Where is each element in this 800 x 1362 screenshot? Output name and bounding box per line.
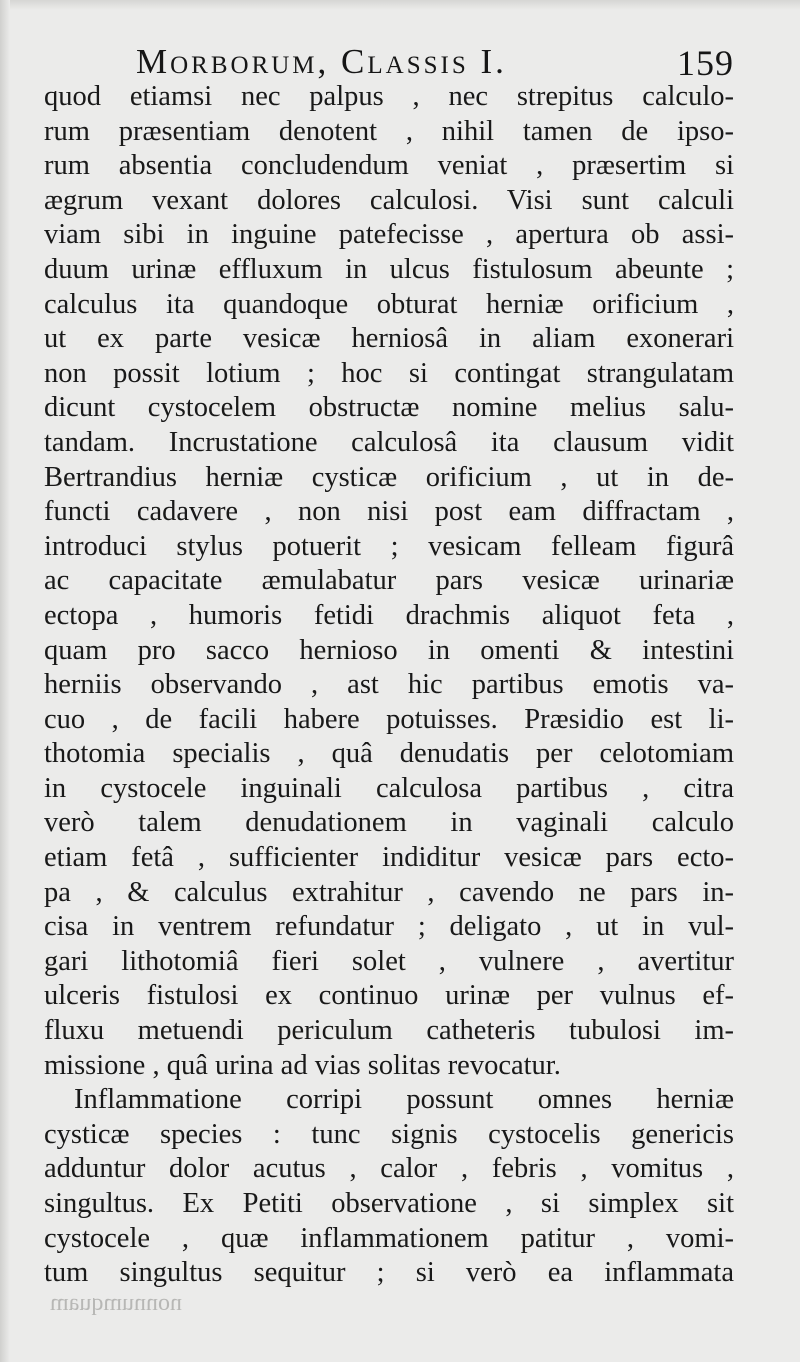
text-line: ægrum vexant dolores calculosi. Visi sunt calculi [44,184,734,216]
text-line: in cystocele inguinali calculosa partibus , citra [44,772,734,804]
text-line: introduci stylus potuerit ; vesicam felleam figurâ [44,530,734,562]
text-line: gari lithotomiâ fieri solet , vulnere , avertitur [44,945,734,977]
text-line: fluxu metuendi periculum catheteris tubulosi im- [44,1015,734,1047]
text-line: cisa in ventrem refundatur ; deligato , ut in vul- [44,911,734,943]
text-line: ectopa , humoris fetidi drachmis aliquot feta , [44,599,734,631]
text-line: singultus. Ex Petiti observatione , si simplex sit [44,1188,734,1219]
text-line: duum urinæ effluxum in ulcus fistulosum abeunte ; [44,253,734,285]
text-line: quod etiamsi nec palpus , nec strepitus calculo- [44,81,734,112]
text-line: cysticæ species : tunc signis cystocelis genericis [44,1118,734,1150]
text-line: tandam. Incrustatione calculosâ ita clausum vidit [44,426,734,458]
text-line: adduntur dolor acutus , calor , febris , vomitus , [44,1153,734,1185]
text-line: ulceris fistulosi ex continuo urinæ per vulnus ef- [44,980,734,1012]
page-left-shadow [0,0,10,1362]
bleed-through-text: nonnumquam [50,1290,182,1316]
text-line: cystocele , quæ inflammationem patitur , vomi- [44,1222,734,1254]
text-line: thotomia specialis , quâ denudatis per celotomiam [44,738,734,770]
text-line: calculus ita quandoque obturat herniæ orificium , [44,288,734,320]
text-line: Inflammatione corripi possunt omnes herniæ [74,1084,734,1116]
page-top-shadow [0,0,800,10]
text-line: etiam fetâ , sufficienter indiditur vesicæ pars ecto- [44,842,734,874]
text-line: functi cadavere , non nisi post eam diffractam , [44,496,734,528]
text-line: ut ex parte vesicæ herniosâ in aliam exonerari [44,323,734,355]
text-line: missione , quâ urina ad vias solitas revocatur. [44,1049,561,1081]
page-number: 159 [677,43,734,83]
text-line: Bertrandius herniæ cysticæ orificium , ut in de- [44,461,734,493]
text-line: quam pro sacco hernioso in omenti & intestini [44,634,734,666]
text-line: rum præsentiam denotent , nihil tamen de ipso- [44,115,734,147]
text-line: dicunt cystocelem obstructæ nomine melius salu- [44,392,734,424]
text-line: non possit lotium ; hoc si contingat strangulatam [44,357,734,389]
text-body [44,80,734,1291]
text-line: tum singultus sequitur ; si verò ea inflammata [44,1257,734,1289]
text-line: verò talem denudationem in vaginali calculo [44,807,734,839]
text-line: herniis observando , ast hic partibus emotis va- [44,669,734,701]
text-line: ac capacitate æmulabatur pars vesicæ urinariæ [44,565,734,597]
text-line: pa , & calculus extrahitur , cavendo ne pars in- [44,876,734,908]
text-line: cuo , de facili habere potuisses. Præsidio est li- [44,703,734,735]
running-head: Morborum, Classis I. [136,42,507,81]
text-line: viam sibi in inguine patefecisse , apertura ob assi- [44,219,734,251]
text-line: rum absentia concludendum veniat , præsertim si [44,150,734,182]
